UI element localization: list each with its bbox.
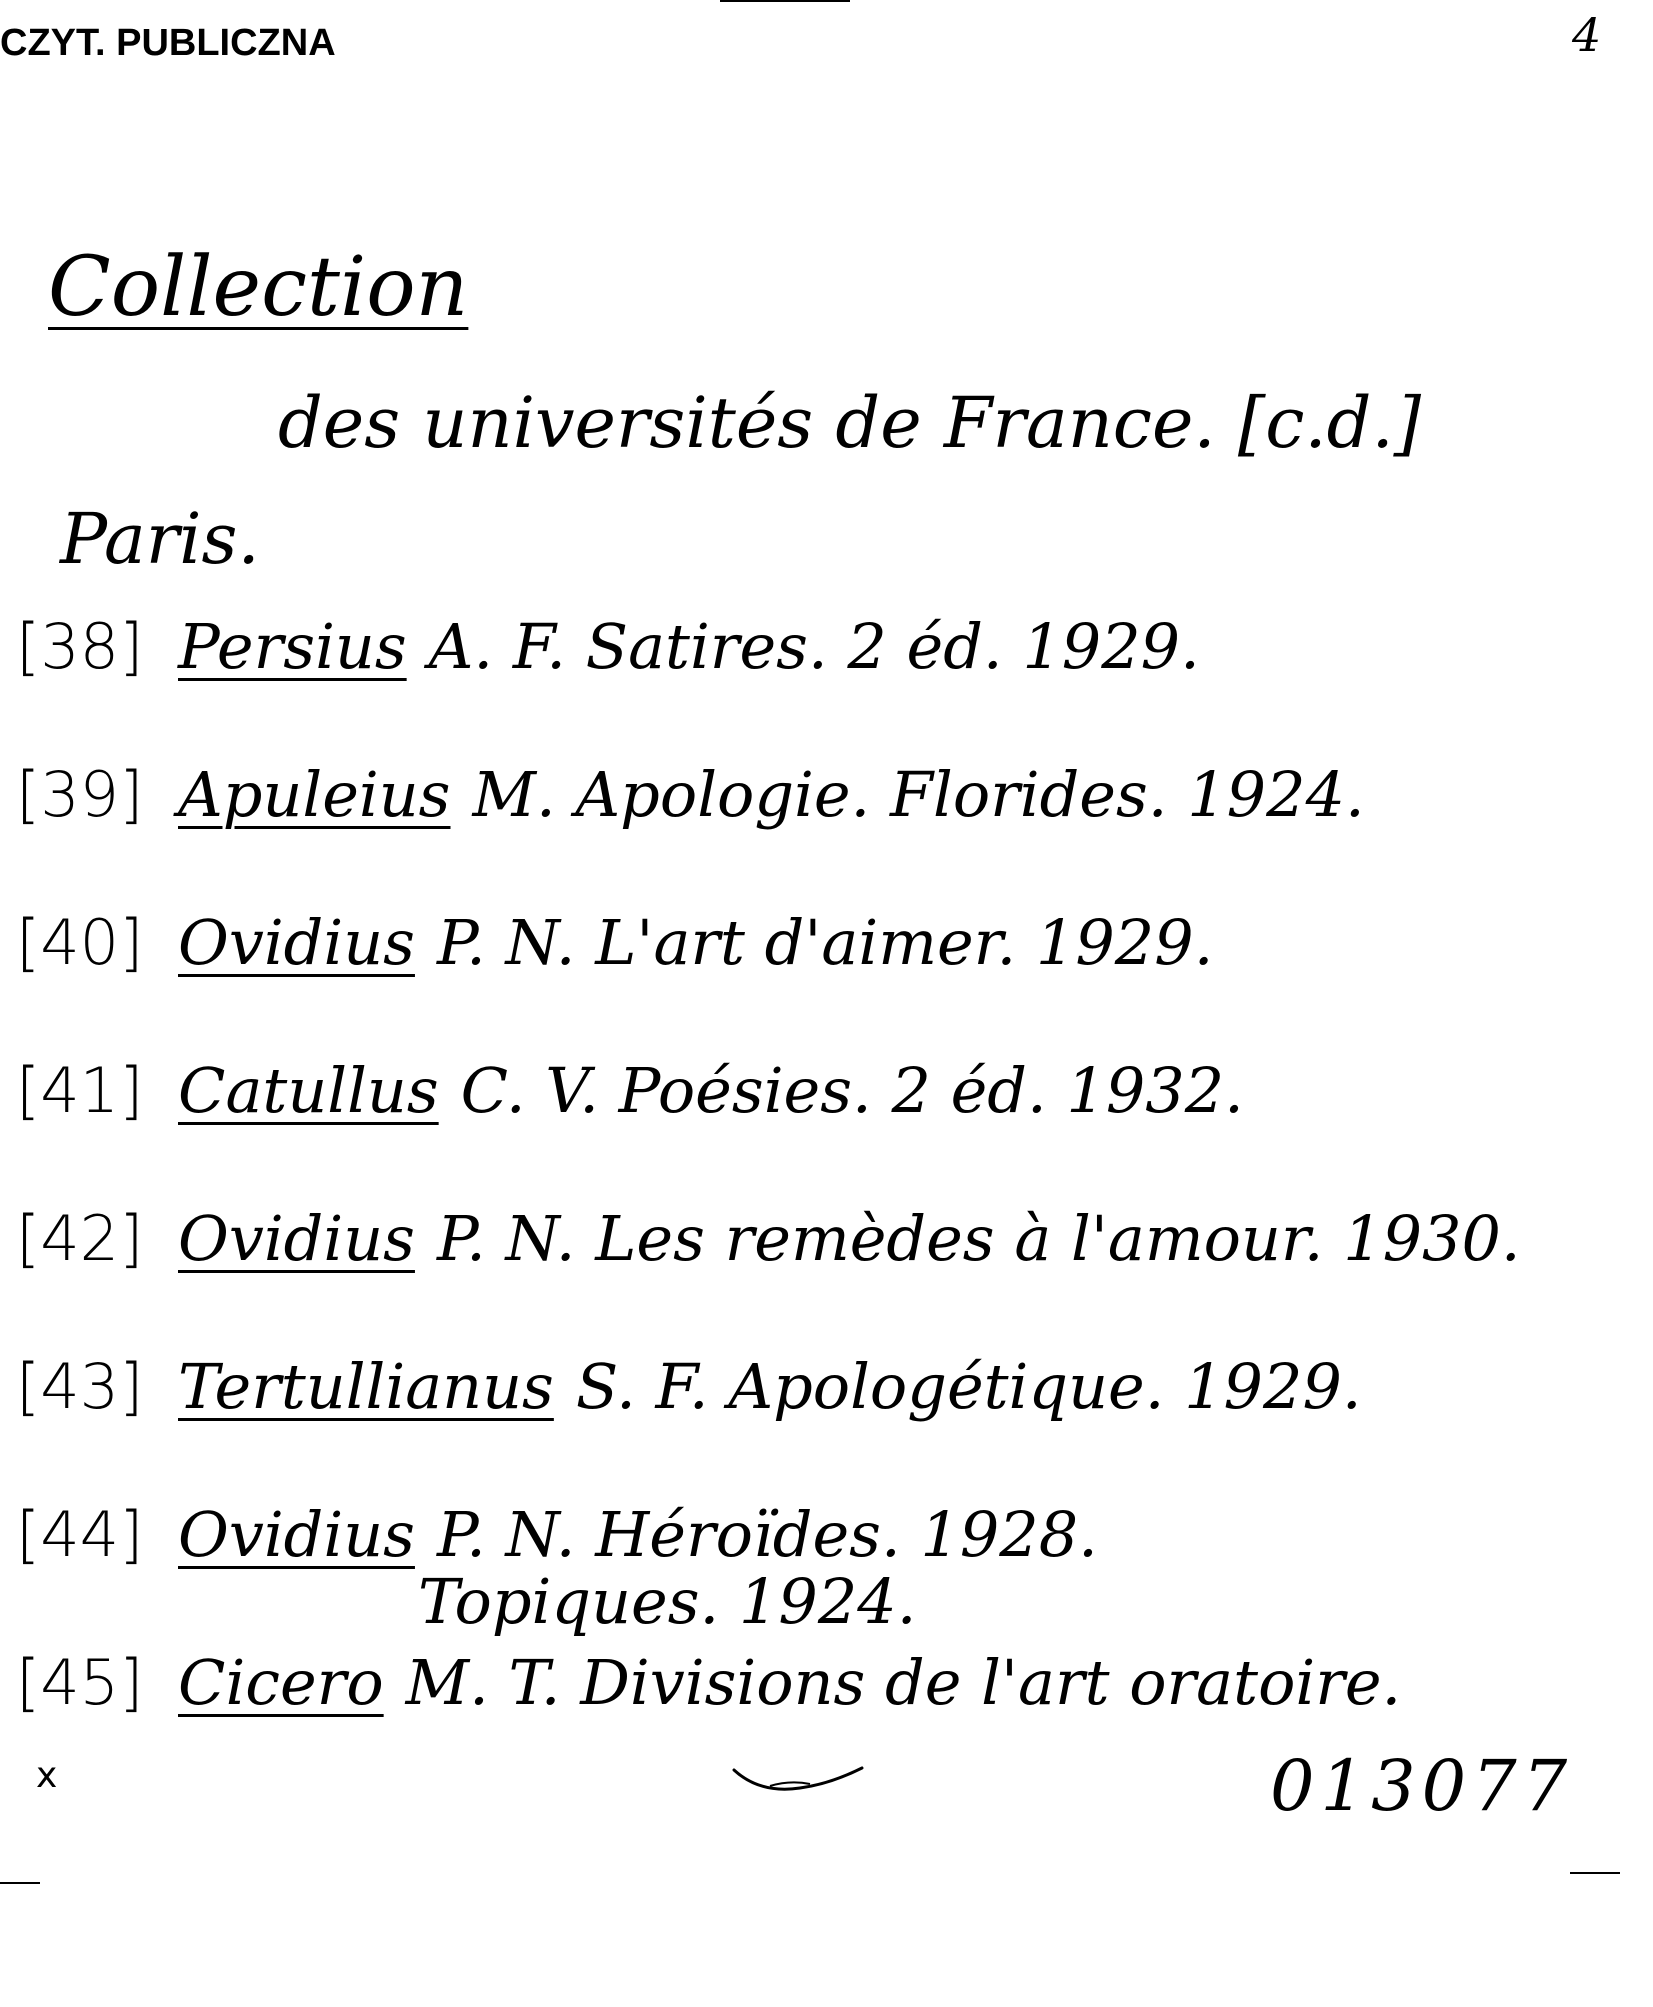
- entry-author: Apuleius: [178, 758, 451, 831]
- entry-details: M. Apologie. Florides. 1924.: [472, 758, 1365, 831]
- entry-number: [43]: [16, 1350, 144, 1423]
- entry-number: [42]: [16, 1202, 144, 1275]
- entry-author: Tertullianus: [178, 1350, 554, 1423]
- entry-number: [40]: [16, 906, 144, 979]
- margin-mark: x: [36, 1755, 58, 1796]
- edge-mark-right: [1570, 1872, 1620, 1874]
- list-item: [16, 1202, 1636, 1350]
- entry-details: C. V. Poésies. 2 éd. 1932.: [460, 1054, 1244, 1127]
- entry-continuation: Topiques. 1924.: [418, 1565, 917, 1638]
- entry-details: P. N. Héroïdes. 1928.: [436, 1498, 1098, 1571]
- entry-author: Ovidius: [178, 1498, 415, 1571]
- list-item: [16, 906, 1636, 1054]
- entry-details: A. F. Satires. 2 éd. 1929.: [428, 610, 1200, 683]
- entry-author: Persius: [178, 610, 407, 683]
- entry-number: [45]: [16, 1646, 144, 1719]
- entry-author: Cicero: [178, 1646, 384, 1719]
- edge-mark-top: [720, 0, 850, 2]
- entry-number: [44]: [16, 1498, 144, 1571]
- entry-details: P. N. L'art d'aimer. 1929.: [436, 906, 1214, 979]
- card-number: 4: [1572, 8, 1602, 62]
- entry-author: Ovidius: [178, 906, 415, 979]
- entry-details: P. N. Les remèdes à l'amour. 1930.: [436, 1202, 1521, 1275]
- accession-number: 013077: [1270, 1745, 1574, 1827]
- list-item: [16, 1054, 1636, 1202]
- library-stamp: CZYT. PUBLICZNA: [0, 22, 336, 64]
- collection-subtitle: des universités de France. [c.d.]: [278, 382, 1422, 464]
- entry-author: Catullus: [178, 1054, 439, 1127]
- list-item: [16, 1350, 1636, 1498]
- edge-mark-left: [0, 1882, 40, 1884]
- collection-title: Collection: [48, 240, 469, 335]
- entry-author: Ovidius: [178, 1202, 415, 1275]
- entry-details: M. T. Divisions de l'art oratoire.: [405, 1646, 1402, 1719]
- scribble-mark: [730, 1760, 870, 1800]
- list-item: [16, 758, 1636, 906]
- entry-number: [39]: [16, 758, 144, 831]
- entry-number: [38]: [16, 610, 144, 683]
- entry-number: [41]: [16, 1054, 144, 1127]
- list-item: [16, 610, 1636, 758]
- entry-details: S. F. Apologétique. 1929.: [575, 1350, 1362, 1423]
- publication-place: Paris.: [60, 498, 260, 580]
